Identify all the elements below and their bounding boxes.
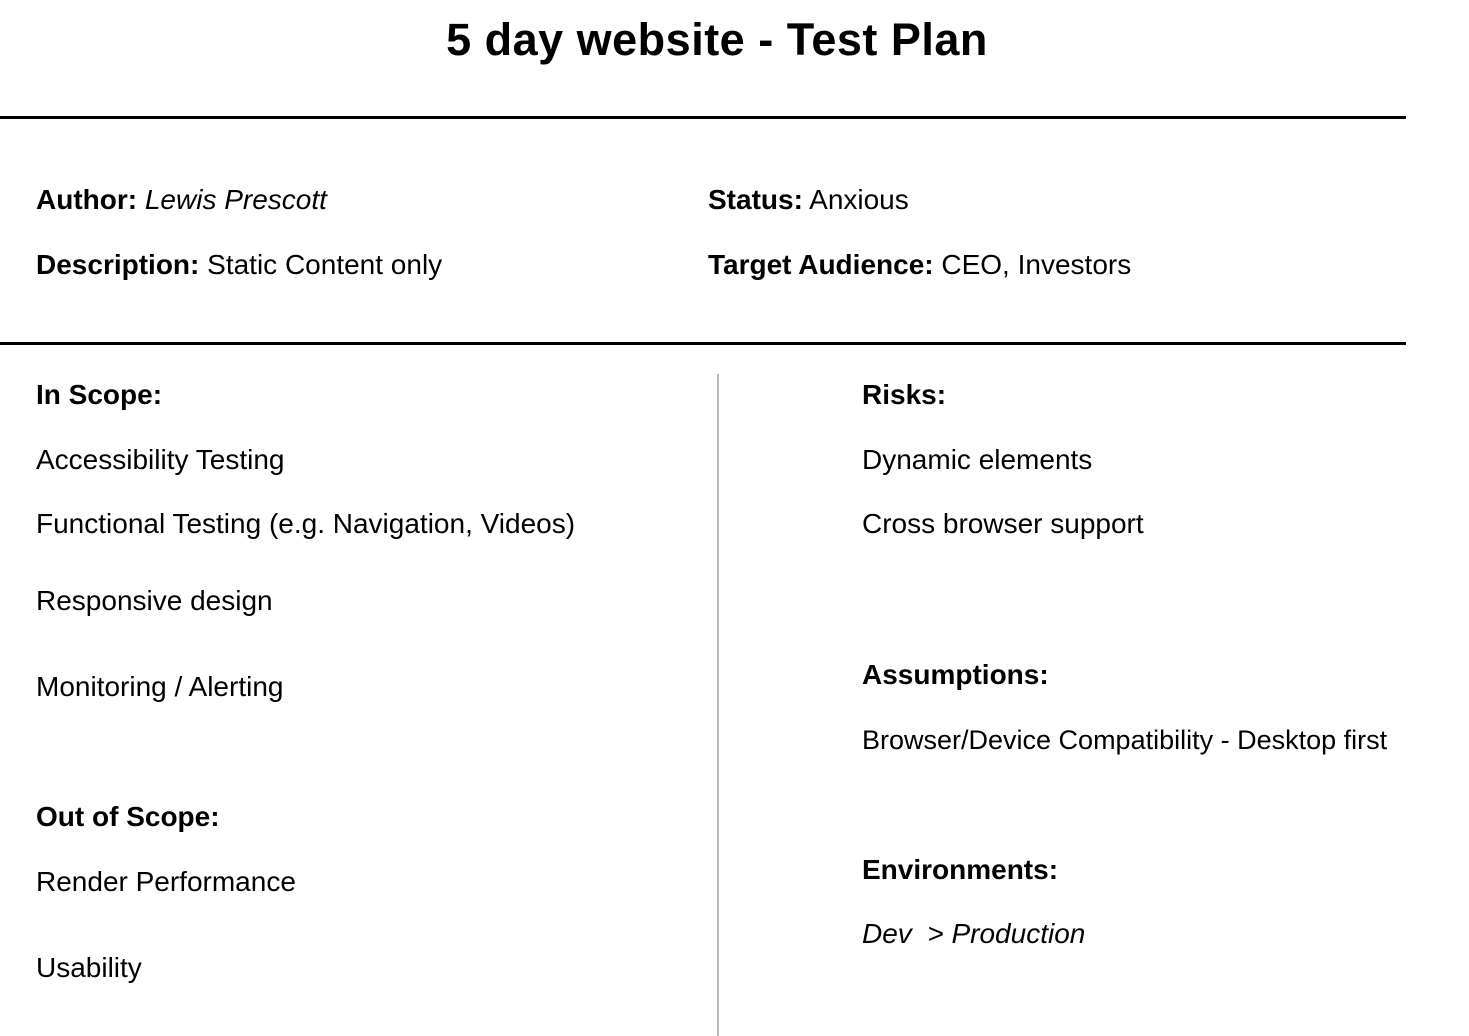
risk-item: Cross browser support — [862, 508, 1144, 539]
assumption-item: Browser/Device Compatibility - Desktop first — [862, 725, 1388, 755]
environments-value: Dev > Production — [862, 918, 1086, 949]
in-scope-item: Accessibility Testing — [36, 444, 285, 475]
out-of-scope-item: Usability — [36, 952, 142, 983]
author-label: Author: — [36, 184, 138, 215]
out-of-scope-heading: Out of Scope: — [36, 801, 220, 832]
column-divider — [717, 374, 719, 1036]
audience-label: Target Audience: — [708, 249, 934, 280]
risk-item: Dynamic elements — [862, 444, 1093, 475]
in-scope-item: Functional Testing (e.g. Navigation, Videos) — [36, 508, 576, 539]
in-scope-item: Responsive design — [36, 585, 273, 616]
in-scope-item: Monitoring / Alerting — [36, 671, 284, 702]
environments-heading: Environments: — [862, 854, 1059, 885]
audience-value: CEO, Investors — [941, 249, 1132, 280]
in-scope-heading: In Scope: — [36, 379, 163, 410]
out-of-scope-item: Render Performance — [36, 866, 296, 897]
author-field — [36, 183, 327, 217]
status-label: Status: — [708, 184, 803, 215]
description-field — [36, 248, 442, 282]
description-value: Static Content only — [207, 249, 443, 280]
status-value: Anxious — [809, 184, 909, 215]
status-field — [708, 183, 909, 217]
description-label: Description: — [36, 249, 200, 280]
author-value: Lewis Prescott — [144, 184, 327, 215]
risks-heading: Risks: — [862, 379, 947, 410]
middle-divider — [0, 342, 1406, 345]
audience-field — [708, 248, 1131, 282]
page-title: 5 day website - Test Plan — [446, 14, 988, 65]
top-divider — [0, 116, 1406, 119]
assumptions-heading: Assumptions: — [862, 659, 1049, 690]
